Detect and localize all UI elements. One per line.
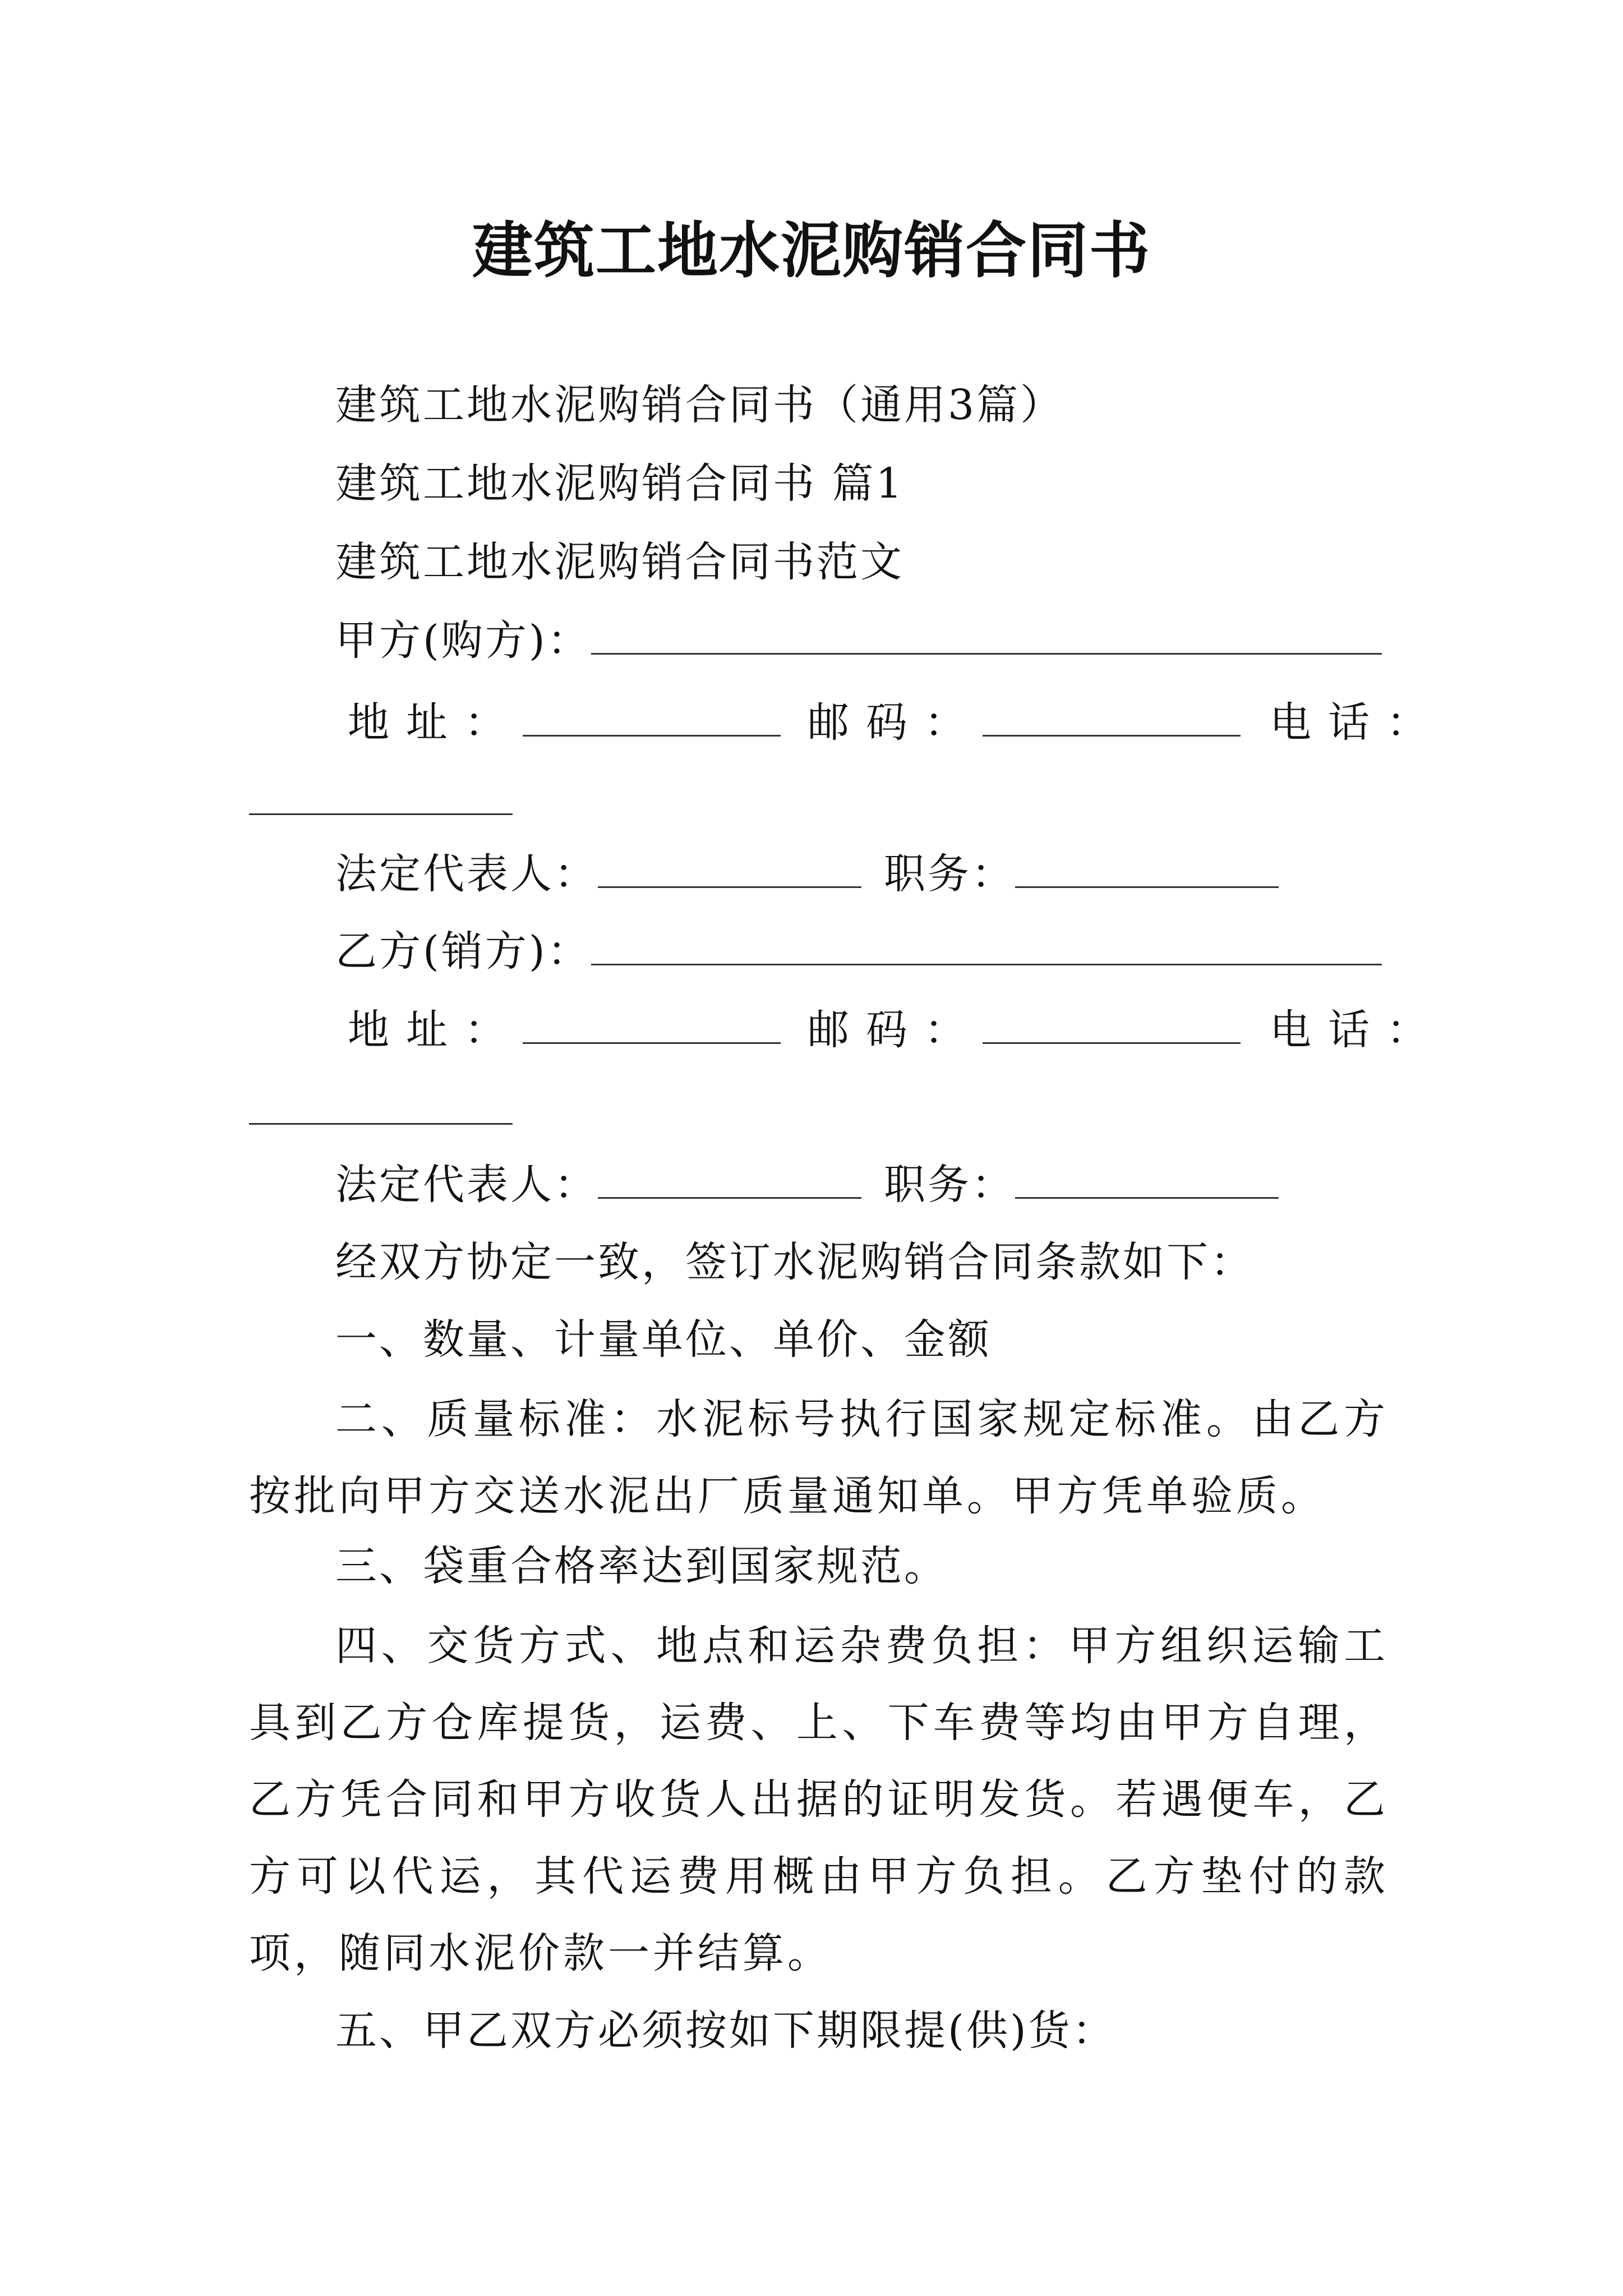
party-a-address-label: 地址： — [348, 698, 523, 747]
party-a-position-label: 职务： — [884, 850, 1015, 898]
party-b-row — [335, 923, 1382, 979]
party-a-phone-field[interactable] — [249, 813, 513, 815]
party-a-row — [335, 613, 1382, 669]
heading-line-3: 建筑工地水泥购销合同书范文 — [335, 538, 904, 586]
party-b-address-field[interactable] — [523, 1041, 781, 1044]
party-a-contact-row — [348, 694, 1445, 751]
party-a-label: 甲方(购方)： — [335, 616, 591, 665]
party-a-name-field[interactable] — [591, 652, 1382, 655]
clause-intro: 经双方协定一致，签订水泥购销合同条款如下： — [335, 1238, 1254, 1286]
party-b-rep-row — [335, 1157, 1279, 1213]
clause-4: 四、交货方式、地点和运杂费负担：甲方组织运输工具到乙方仓库提货，运费、上、下车费等均由甲方自理，乙方凭合同和甲方收货人出据的证明发货。若遇便车，乙方可以代运，其代运费用概由甲方负担。乙方垫付的款项，随同水泥价款一并结算。 — [249, 1622, 1389, 1977]
party-a-postcode-label: 邮码： — [808, 698, 983, 747]
party-b-position-field[interactable] — [1015, 1196, 1279, 1199]
party-b-contact-row — [348, 1002, 1445, 1058]
heading-line-2: 建筑工地水泥购销合同书 篇1 — [335, 459, 905, 508]
clause-1: 一、数量、计量单位、单价、金额 — [335, 1315, 992, 1364]
party-b-legal-rep-field[interactable] — [598, 1196, 861, 1199]
party-a-legal-rep-field[interactable] — [598, 885, 861, 888]
clause-5: 五、甲乙双方必须按如下期限提(供)货： — [335, 2007, 1116, 2055]
party-a-phone-label: 电话： — [1270, 698, 1445, 747]
party-b-postcode-field[interactable] — [983, 1041, 1241, 1044]
party-b-address-label: 地址： — [348, 1006, 523, 1054]
party-a-postcode-field[interactable] — [983, 734, 1241, 737]
party-b-legal-rep-label: 法定代表人： — [335, 1161, 598, 1209]
party-a-rep-row — [335, 846, 1279, 902]
party-a-position-field[interactable] — [1015, 885, 1279, 888]
document-title: 建筑工地水泥购销合同书 — [472, 215, 1151, 286]
party-b-label: 乙方(销方)： — [335, 927, 591, 976]
party-a-legal-rep-label: 法定代表人： — [335, 850, 598, 898]
party-b-position-label: 职务： — [884, 1161, 1015, 1209]
clause-3: 三、袋重合格率达到国家规范。 — [335, 1542, 948, 1590]
party-b-phone-label: 电话： — [1270, 1006, 1445, 1054]
party-b-postcode-label: 邮码： — [808, 1006, 983, 1054]
clause-2: 二、质量标准：水泥标号执行国家规定标准。由乙方按批向甲方交送水泥出厂质量通知单。甲方凭单验质。 — [249, 1395, 1389, 1520]
party-b-phone-field[interactable] — [249, 1123, 513, 1125]
party-b-name-field[interactable] — [591, 963, 1382, 965]
party-a-address-field[interactable] — [523, 734, 781, 737]
heading-line-1: 建筑工地水泥购销合同书（通用3篇） — [335, 381, 1064, 429]
